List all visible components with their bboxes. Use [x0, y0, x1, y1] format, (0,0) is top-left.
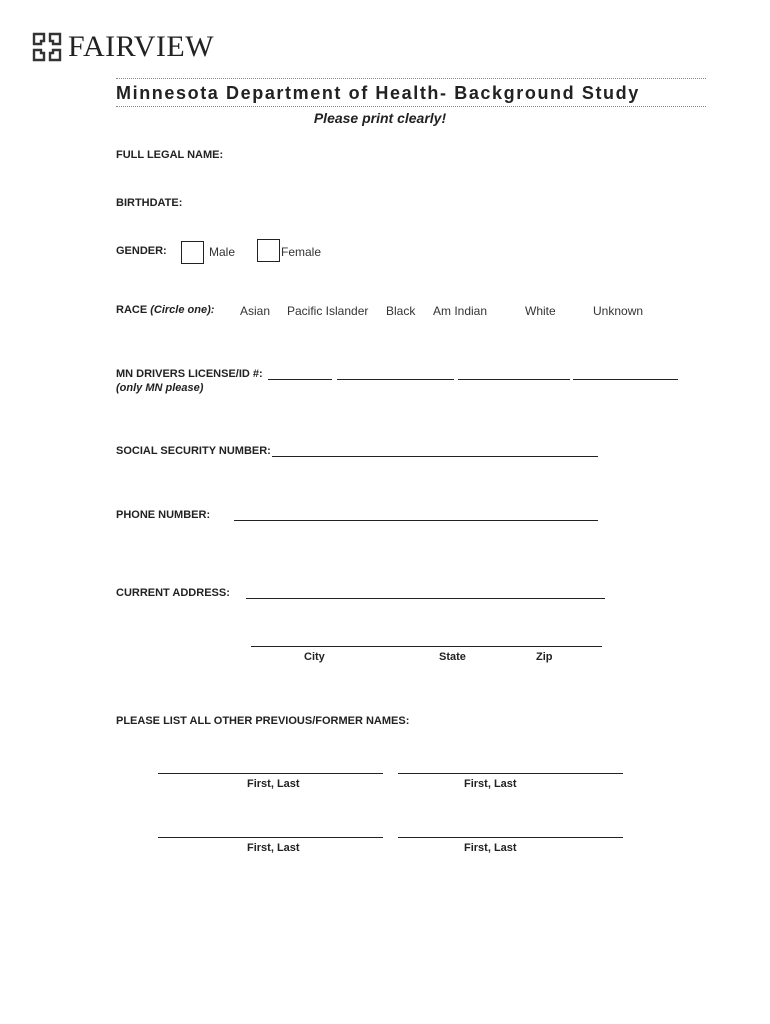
race-option-white[interactable]: White: [525, 304, 556, 318]
birthdate-label: BIRTHDATE:: [116, 197, 183, 209]
ssn-line[interactable]: [272, 456, 598, 457]
drivers-license-line-3[interactable]: [458, 379, 570, 380]
address-city-caption: City: [304, 651, 325, 663]
race-label-text: RACE: [116, 304, 148, 316]
race-hint: (Circle one):: [150, 304, 215, 316]
full-legal-name-label: FULL LEGAL NAME:: [116, 149, 224, 161]
address-zip-caption: Zip: [536, 651, 553, 663]
previous-name-line-3[interactable]: [158, 837, 383, 838]
fairview-logo-icon: [32, 32, 62, 62]
drivers-license-note: (only MN please): [116, 382, 204, 394]
race-option-black[interactable]: Black: [386, 304, 416, 318]
gender-male-label: Male: [209, 245, 236, 259]
race-option-unknown[interactable]: Unknown: [593, 304, 644, 318]
phone-label: PHONE NUMBER:: [116, 509, 211, 521]
previous-name-line-4[interactable]: [398, 837, 623, 838]
race-label: [116, 304, 214, 316]
gender-label: GENDER:: [116, 245, 167, 257]
drivers-license-line-2[interactable]: [337, 379, 454, 380]
race-option-am-indian[interactable]: Am Indian: [433, 304, 488, 318]
ssn-label: SOCIAL SECURITY NUMBER:: [116, 445, 271, 457]
address-state-caption: State: [439, 651, 466, 663]
gender-male-checkbox[interactable]: [181, 241, 204, 264]
address-city-state-zip-line[interactable]: [251, 646, 602, 647]
logo-wordmark: FAIRVIEW: [68, 30, 215, 63]
drivers-license-line-4[interactable]: [573, 379, 678, 380]
drivers-license-line-1[interactable]: [268, 379, 332, 380]
previous-name-caption-1: First, Last: [247, 778, 300, 790]
race-option-asian[interactable]: Asian: [240, 304, 271, 318]
header-rule-bottom: [116, 106, 706, 107]
address-street-line[interactable]: [246, 598, 605, 599]
previous-names-label: PLEASE LIST ALL OTHER PREVIOUS/FORMER NAMES:: [116, 715, 410, 727]
previous-name-caption-2: First, Last: [464, 778, 517, 790]
page-title: Minnesota Department of Health- Background Study: [116, 83, 640, 103]
drivers-license-label: MN DRIVERS LICENSE/ID #:: [116, 368, 263, 380]
phone-line[interactable]: [234, 520, 598, 521]
previous-name-line-2[interactable]: [398, 773, 623, 774]
race-option-pacific-islander[interactable]: Pacific Islander: [287, 304, 369, 318]
previous-name-line-1[interactable]: [158, 773, 383, 774]
page-subtitle: Please print clearly!: [313, 110, 447, 126]
fairview-logo: [32, 32, 214, 62]
header-rule-top: [116, 78, 706, 79]
previous-name-caption-4: First, Last: [464, 842, 517, 854]
gender-female-checkbox[interactable]: [257, 239, 280, 262]
gender-female-label: Female: [281, 245, 322, 259]
current-address-label: CURRENT ADDRESS:: [116, 587, 230, 599]
previous-name-caption-3: First, Last: [247, 842, 300, 854]
